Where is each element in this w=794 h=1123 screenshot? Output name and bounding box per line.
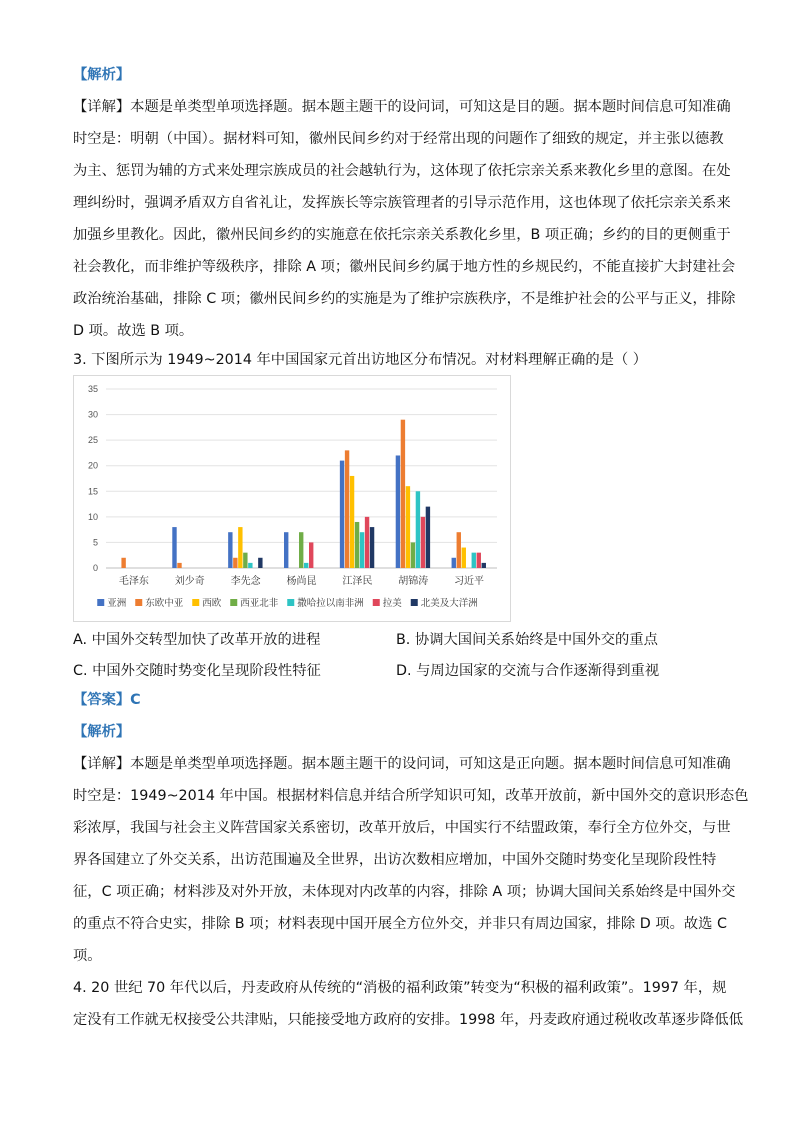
option-c: C. 中国外交随时势变化呈现阶段性特征 <box>73 663 321 679</box>
bar <box>401 420 405 568</box>
analysis-line: 【详解】本题是单类型单项选择题。据本题主题干的设问词，可知这是目的题。据本题时间信息可知准确 <box>73 99 731 115</box>
bar <box>365 517 369 568</box>
legend-label: 撒哈拉以南非洲 <box>297 598 364 609</box>
x-tick-label: 杨尚昆 <box>286 576 317 587</box>
bar <box>243 553 247 568</box>
bar <box>370 527 374 568</box>
bar <box>228 532 232 568</box>
option-d: D. 与周边国家的交流与合作逐渐得到重视 <box>396 663 660 679</box>
option-a: A. 中国外交转型加快了改革开放的进程 <box>73 632 321 648</box>
bar <box>426 507 430 568</box>
bar <box>396 455 400 568</box>
bar <box>177 563 181 568</box>
bar <box>452 558 456 568</box>
bar <box>350 476 354 568</box>
question-3-stem: 3. 下图所示为 1949~2014 年中国国家元首出访地区分布情况。对材料理解正确的是（ ） <box>73 352 648 368</box>
analysis-line: 政治统治基础，排除 C 项；徽州民间乡约的实施是为了维护宗族秩序，不是维护社会的公平与正义，排除 <box>73 291 736 307</box>
bar <box>238 527 242 568</box>
analysis-line: 彩浓厚，我国与社会主义阵营国家关系密切，改革开放后，中国实行不结盟政策，奉行全方位外交，与世 <box>73 820 731 836</box>
legend-swatch <box>97 599 104 606</box>
analysis-line: D 项。故选 B 项。 <box>73 323 194 339</box>
legend-label: 东欧中亚 <box>145 598 184 609</box>
y-tick-label: 5 <box>92 537 98 548</box>
x-tick-label: 刘少奇 <box>174 576 205 587</box>
legend-label: 亚洲 <box>107 598 127 609</box>
bar <box>411 542 415 568</box>
bar <box>233 558 237 568</box>
bar <box>416 491 420 568</box>
analysis-heading-1: 【解析】 <box>73 67 131 83</box>
analysis-line: 项。 <box>73 948 102 964</box>
bar <box>355 522 359 568</box>
bar <box>340 461 344 568</box>
bar <box>248 563 252 568</box>
bar <box>299 532 303 568</box>
bar-chart <box>74 376 510 621</box>
bar <box>421 517 425 568</box>
bar <box>284 532 288 568</box>
bar <box>472 553 476 568</box>
analysis-line: 时空是：明朝（中国）。据材料可知，徽州民间乡约对于经常出现的问题作了细致的规定，并主张以德教 <box>73 131 724 147</box>
chart-frame <box>73 375 511 622</box>
legend-label: 西欧 <box>202 598 222 609</box>
analysis-line: 的重点不符合史实，排除 B 项；材料表现中国开展全方位外交，并非只有周边国家，排除 D 项。故选 C <box>73 916 727 932</box>
y-tick-label: 25 <box>87 435 98 446</box>
bar <box>462 548 466 568</box>
legend-label: 北美及大洋洲 <box>420 598 478 609</box>
analysis-line: 时空是：1949~2014 年中国。根据材料信息并结合所学知识可知，改革开放前，新中国外交的意识形态色 <box>73 788 749 804</box>
bar <box>345 450 349 568</box>
question-4-stem: 定没有工作就无权接受公共津贴，只能接受地方政府的安排。1998 年，丹麦政府通过税收改革逐步降低低 <box>73 1012 743 1028</box>
legend-swatch <box>230 599 237 606</box>
y-tick-label: 30 <box>87 409 98 420</box>
legend-swatch <box>135 599 142 606</box>
answer-label: 【答案】C <box>73 692 141 708</box>
x-tick-label: 胡锦涛 <box>398 576 429 587</box>
y-tick-label: 0 <box>92 563 98 573</box>
y-tick-label: 35 <box>87 384 98 394</box>
question-4-stem: 4. 20 世纪 70 年代以后，丹麦政府从传统的“消极的福利政策”转变为“积极的福利政策”。1997 年，规 <box>73 980 727 996</box>
analysis-line: 社会教化，而非维护等级秩序，排除 A 项；徽州民间乡约属于地方性的乡规民约，不能直接扩大封建社会 <box>73 259 736 275</box>
legend-swatch <box>287 599 294 606</box>
analysis-heading-2: 【解析】 <box>73 724 131 740</box>
analysis-line: 【详解】本题是单类型单项选择题。据本题主题干的设问词，可知这是正向题。据本题时间信息可知准确 <box>73 756 731 772</box>
analysis-line: 加强乡里教化。因此，徽州民间乡约的实施意在依托宗亲关系教化乡里，B 项正确；乡约的目的更侧重于 <box>73 227 731 243</box>
bar <box>304 563 308 568</box>
x-tick-label: 江泽民 <box>342 576 373 587</box>
legend-swatch <box>373 599 380 606</box>
bar <box>309 542 313 568</box>
bar <box>172 527 176 568</box>
bar <box>121 558 125 568</box>
legend-swatch <box>411 599 418 606</box>
analysis-line: 为主、惩罚为辅的方式来处理宗族成员的社会越轨行为，这体现了依托宗亲关系来教化乡里的意图。在处 <box>73 163 731 179</box>
y-tick-label: 20 <box>87 460 98 471</box>
bar <box>482 563 486 568</box>
bar <box>406 486 410 568</box>
legend-label: 西亚北非 <box>240 598 279 609</box>
analysis-line: 征，C 项正确；材料涉及对外开放，未体现对内改革的内容，排除 A 项；协调大国间关系始终是中国外交 <box>73 884 736 900</box>
bar <box>477 553 481 568</box>
legend-label: 拉美 <box>382 598 402 609</box>
bar <box>360 532 364 568</box>
y-tick-label: 10 <box>87 511 98 522</box>
legend-swatch <box>192 599 199 606</box>
analysis-line: 界各国建立了外交关系，出访范围遍及全世界，出访次数相应增加，中国外交随时势变化呈现阶段性特 <box>73 852 717 868</box>
y-tick-label: 15 <box>87 486 98 497</box>
x-tick-label: 毛泽东 <box>118 576 149 587</box>
x-tick-label: 习近平 <box>454 576 485 587</box>
option-b: B. 协调大国间关系始终是中国外交的重点 <box>396 632 658 648</box>
bar <box>457 532 461 568</box>
x-tick-label: 李先念 <box>230 576 261 587</box>
bar <box>258 558 262 568</box>
analysis-line: 理纠纷时，强调矛盾双方自省礼让，发挥族长等宗族管理者的引导示范作用，这也体现了依托宗亲关系来 <box>73 195 731 211</box>
